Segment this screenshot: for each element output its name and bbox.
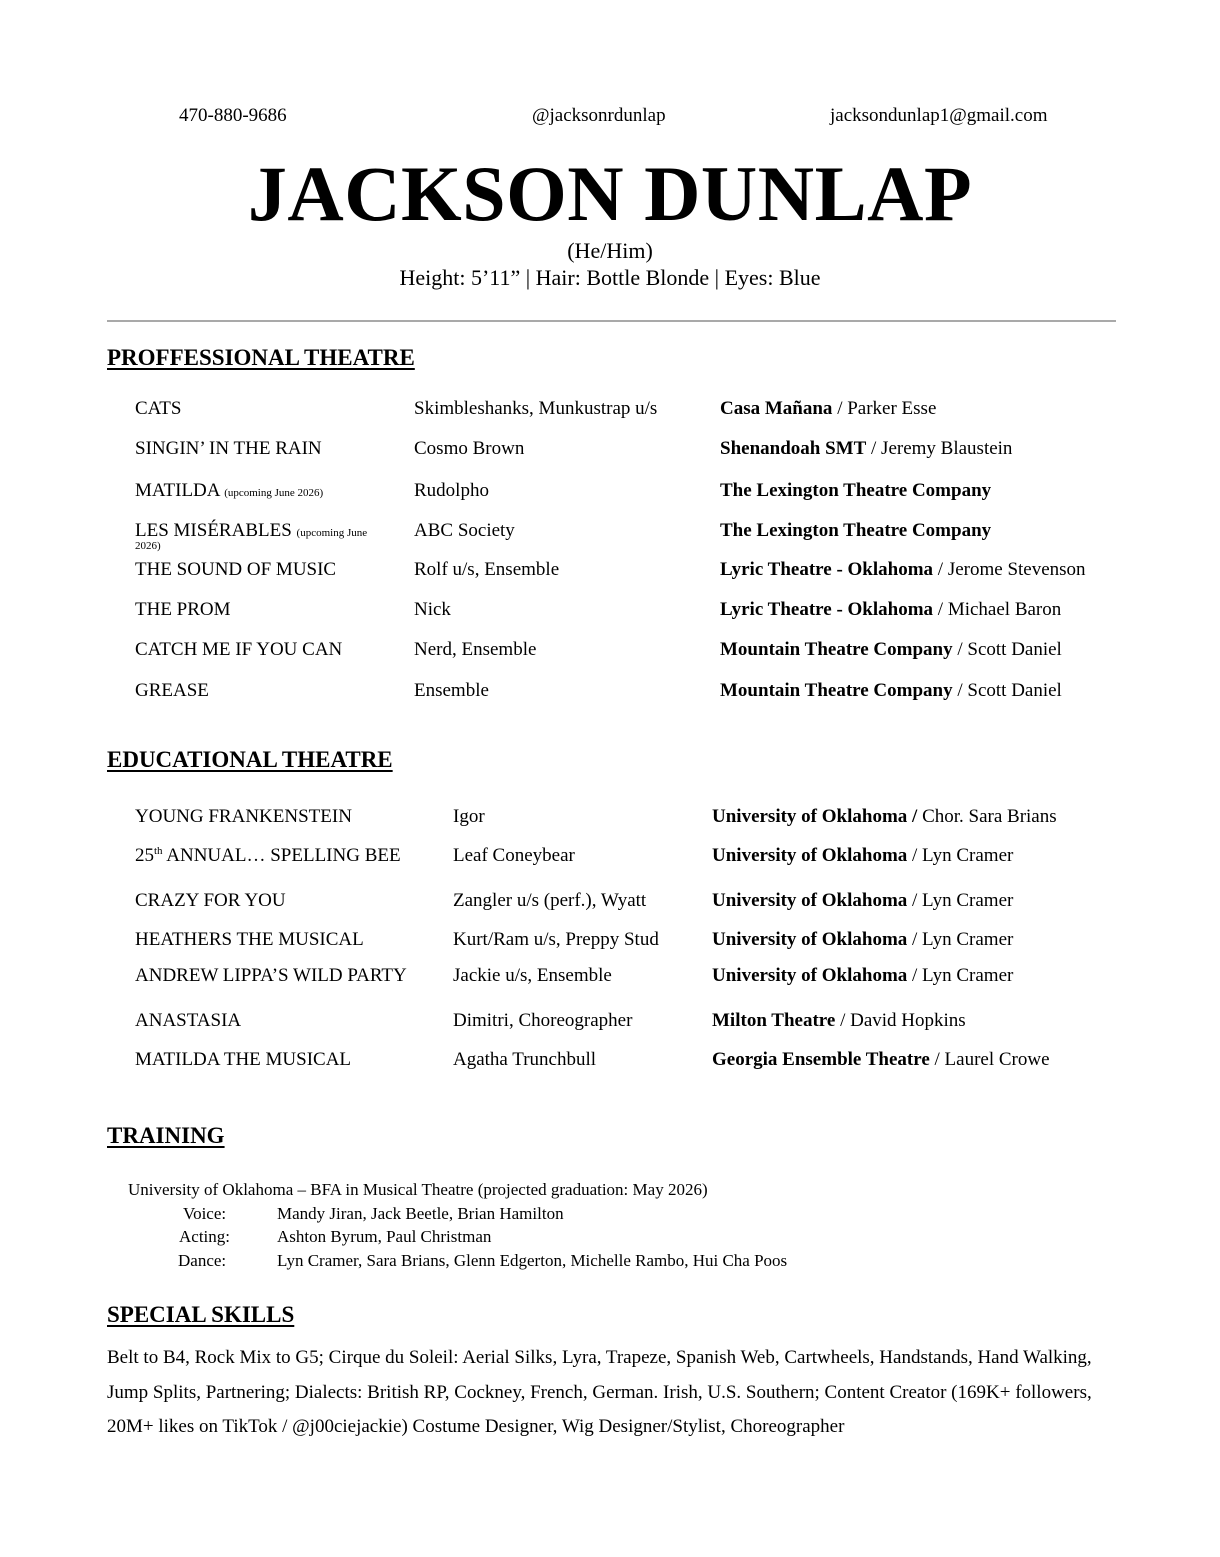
role: Cosmo Brown	[414, 438, 525, 459]
credit-row	[0, 844, 1220, 868]
header-divider	[107, 320, 1116, 322]
educational-heading: EDUCATIONAL THEATRE	[107, 747, 393, 772]
show-title: YOUNG FRANKENSTEIN	[135, 806, 352, 827]
director: / Lyn Cramer	[907, 965, 1014, 986]
credit-row	[0, 437, 1220, 461]
venue-name: University of Oklahoma	[712, 929, 908, 950]
venue	[720, 679, 1062, 703]
show-title: MATILDA THE MUSICAL	[135, 1049, 352, 1070]
venue-name: Casa Mañana	[720, 398, 833, 419]
venue	[712, 805, 1057, 829]
director: / Jerome Stevenson	[933, 559, 1086, 580]
role: Skimbleshanks, Munkustrap u/s	[414, 398, 658, 419]
venue-name: Georgia Ensemble Theatre	[712, 1049, 930, 1070]
director: / Laurel Crowe	[929, 1049, 1050, 1070]
training-label: Dance:	[178, 1251, 227, 1270]
training-teachers: Mandy Jiran, Jack Beetle, Brian Hamilton	[277, 1204, 564, 1223]
role: Dimitri, Choreographer	[453, 1010, 633, 1031]
credit-row	[0, 1048, 1220, 1072]
show-title: GREASE	[135, 680, 209, 701]
venue	[712, 1009, 966, 1033]
venue	[720, 397, 936, 421]
show-title	[135, 479, 323, 505]
director: / Scott Daniel	[952, 639, 1062, 660]
venue	[720, 598, 1061, 622]
venue-name: Shenandoah SMT	[720, 438, 867, 459]
credit-row	[0, 519, 1220, 552]
venue-name: Mountain Theatre Company	[720, 680, 953, 701]
skills-text: Belt to B4, Rock Mix to G5; Cirque du Soleil: Aerial Silks, Lyra, Trapeze, Spanish Web, Cartwheels, Handstands, Hand Walking, Jump Splits, Partnering; Dialects: British RP, Cockney, French, German. Irish, U.S. Southern; Content Creator (169K+ followers, 20M+ likes on TikTok / @j00ciejackie) Costume Designer, Wig Designer/Stylist, Choreographer	[107, 1347, 1092, 1437]
credit-row	[0, 964, 1220, 988]
role: Ensemble	[414, 680, 489, 701]
credit-row	[0, 397, 1220, 421]
venue	[712, 964, 1013, 988]
venue	[720, 638, 1062, 662]
pronouns: (He/Him)	[567, 238, 653, 263]
venue-name: University of Oklahoma	[712, 845, 908, 866]
show-title-text: 25	[135, 845, 154, 866]
venue	[720, 437, 1012, 461]
director: / Lyn Cramer	[907, 845, 1014, 866]
role: Igor	[453, 806, 485, 827]
role: Rudolpho	[414, 480, 489, 501]
credit-row	[0, 598, 1220, 622]
credit-row	[0, 1009, 1220, 1033]
show-note: (upcoming June	[296, 527, 368, 539]
contact-phone: 470-880-9686	[179, 105, 287, 126]
role: Zangler u/s (perf.), Wyatt	[453, 890, 647, 911]
show-title: ANASTASIA	[135, 1010, 242, 1031]
show-title	[135, 844, 401, 868]
contact-handle: @jacksonrdunlap	[532, 105, 666, 126]
contact-email: jacksondunlap1@gmail.com	[830, 105, 1048, 126]
physical-stats: Height: 5’11” | Hair: Bottle Blonde | Eyes: Blue	[399, 265, 821, 290]
show-note-continued: 2026)	[135, 540, 161, 552]
credit-row	[0, 928, 1220, 952]
venue	[720, 558, 1086, 582]
show-title: SINGIN’ IN THE RAIN	[135, 438, 322, 459]
role: Jackie u/s, Ensemble	[453, 965, 612, 986]
training-teachers: Lyn Cramer, Sara Brians, Glenn Edgerton, Michelle Rambo, Hui Cha Poos	[277, 1251, 788, 1270]
venue-name: Milton Theatre	[712, 1010, 836, 1031]
venue	[720, 479, 991, 503]
venue-name: University of Oklahoma	[712, 965, 908, 986]
credit-row	[0, 638, 1220, 662]
training-label: Voice:	[183, 1204, 227, 1223]
role: Rolf u/s, Ensemble	[414, 559, 560, 580]
credit-row	[0, 558, 1220, 582]
venue	[712, 889, 1013, 913]
venue-name: University of Oklahoma	[712, 890, 908, 911]
director: / Lyn Cramer	[907, 890, 1014, 911]
role: Nerd, Ensemble	[414, 639, 537, 660]
role: Agatha Trunchbull	[453, 1049, 597, 1070]
role: Leaf Coneybear	[453, 845, 575, 866]
venue-name: Mountain Theatre Company	[720, 639, 953, 660]
show-title: CATS	[135, 398, 182, 419]
show-title-text: MATILDA	[135, 480, 225, 501]
director: / Parker Esse	[832, 398, 937, 419]
role: Kurt/Ram u/s, Preppy Stud	[453, 929, 659, 950]
venue	[712, 928, 1013, 952]
show-title-rest: ANNUAL… SPELLING BEE	[162, 845, 401, 866]
credit-row	[0, 679, 1220, 703]
role: Nick	[414, 599, 451, 620]
training-school: University of Oklahoma – BFA in Musical Theatre (projected graduation: May 2026)	[128, 1180, 708, 1199]
venue-name: The Lexington Theatre Company	[720, 480, 992, 501]
credit-row	[0, 805, 1220, 829]
director: / Lyn Cramer	[907, 929, 1014, 950]
director: / Scott Daniel	[952, 680, 1062, 701]
director: / David Hopkins	[835, 1010, 966, 1031]
venue-name: Lyric Theatre - Oklahoma	[720, 599, 934, 620]
venue-name: The Lexington Theatre Company	[720, 520, 992, 541]
professional-heading: PROFFESSIONAL THEATRE	[107, 345, 415, 370]
training-label: Acting:	[179, 1227, 230, 1246]
venue-name: University of Oklahoma /	[712, 806, 918, 827]
training-heading: TRAINING	[107, 1123, 225, 1148]
credit-row	[0, 479, 1220, 503]
show-title: THE PROM	[135, 599, 231, 620]
training-teachers: Ashton Byrum, Paul Christman	[277, 1227, 492, 1246]
venue	[720, 519, 991, 543]
ordinal-suffix: th	[154, 845, 163, 857]
show-title: THE SOUND OF MUSIC	[135, 559, 337, 580]
show-title: CRAZY FOR YOU	[135, 890, 286, 911]
show-title: HEATHERS THE MUSICAL	[135, 929, 364, 950]
role: ABC Society	[414, 520, 515, 541]
show-title: ANDREW LIPPA’S WILD PARTY	[135, 965, 407, 986]
director: / Jeremy Blaustein	[866, 438, 1013, 459]
venue	[712, 844, 1013, 868]
venue	[712, 1048, 1050, 1072]
venue-name: Lyric Theatre - Oklahoma	[720, 559, 934, 580]
show-title-text: LES MISÉRABLES	[135, 520, 297, 541]
credit-row	[0, 889, 1220, 913]
actor-name: JACKSON DUNLAP	[247, 150, 973, 237]
show-title: CATCH ME IF YOU CAN	[135, 639, 343, 660]
director: / Michael Baron	[933, 599, 1062, 620]
director: Chor. Sara Brians	[917, 806, 1057, 827]
skills-heading: SPECIAL SKILLS	[107, 1302, 295, 1327]
show-title	[135, 519, 367, 545]
show-note: (upcoming June 2026)	[224, 487, 324, 499]
